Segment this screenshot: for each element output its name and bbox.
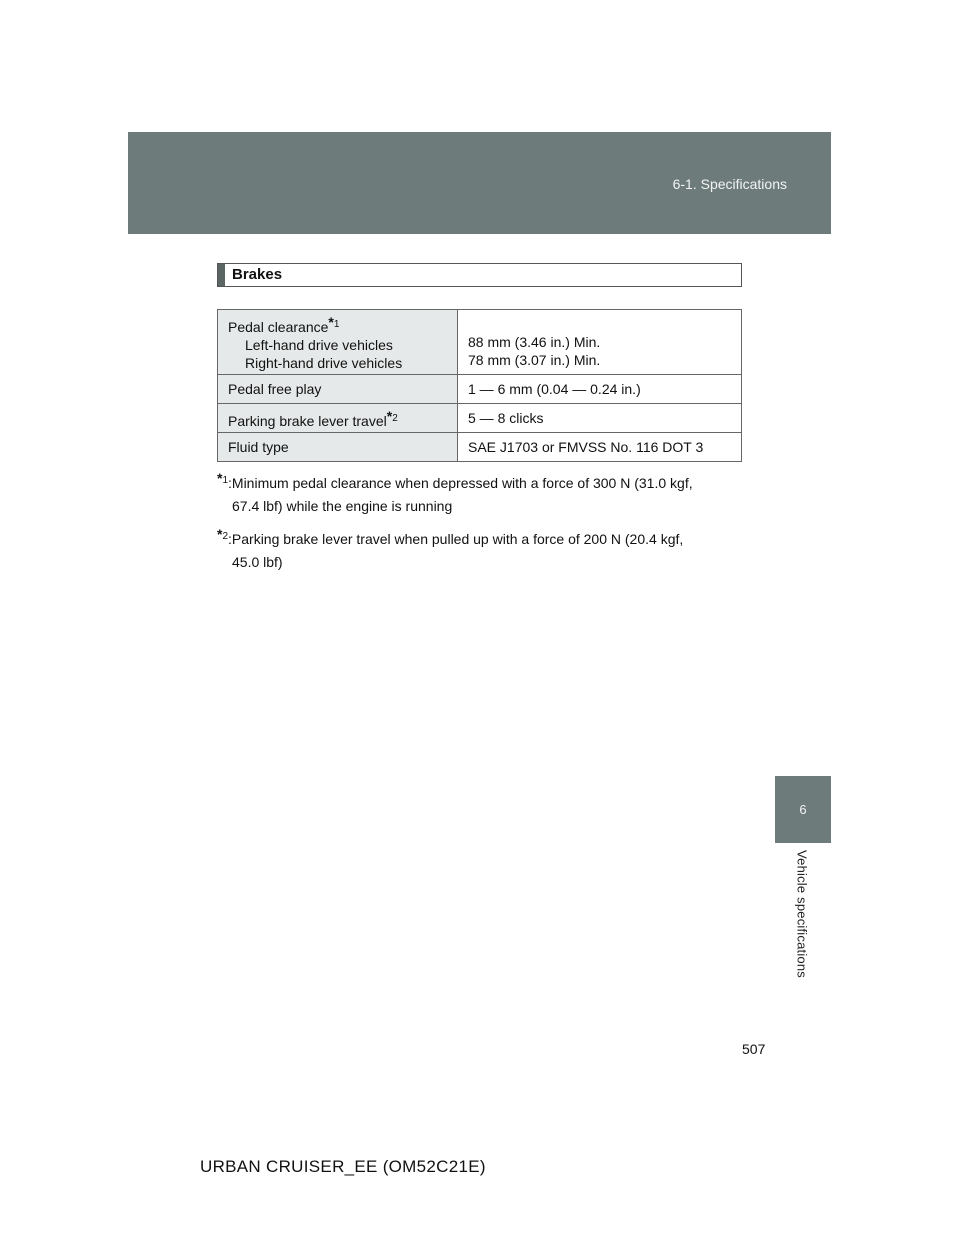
section-title: Brakes xyxy=(232,266,283,283)
sub-label: Right-hand drive vehicles xyxy=(245,354,403,371)
table-row xyxy=(218,310,742,375)
section-heading: 6-1. Specifications xyxy=(672,176,787,192)
footnote-text: 45.0 lbf) xyxy=(232,554,283,570)
chapter-tab xyxy=(775,776,831,843)
table-row xyxy=(218,433,742,462)
sub-label: Left-hand drive vehicles xyxy=(245,336,393,353)
chapter-side-label xyxy=(782,850,822,990)
chapter-number: 6 xyxy=(799,802,807,817)
row-value: 88 mm (3.46 in.) Min. xyxy=(468,334,601,350)
table-cell-label xyxy=(218,404,458,433)
footnote xyxy=(217,523,741,574)
section-title-bar xyxy=(217,263,742,287)
row-label: Pedal free play xyxy=(218,375,458,404)
row-label: Parking brake lever travel xyxy=(228,412,387,429)
footnote xyxy=(217,467,741,518)
row-value: 5 — 8 clicks xyxy=(458,404,742,433)
row-value: 78 mm (3.07 in.) Min. xyxy=(468,352,601,368)
chapter-title: Vehicle specifications xyxy=(794,850,810,978)
footnote-text: :Minimum pedal clearance when depressed with a force of 300 N (31.0 kgf, xyxy=(228,475,693,491)
footnote-marker: *2 xyxy=(217,526,229,542)
chapter-header xyxy=(128,132,831,234)
table-row xyxy=(218,375,742,404)
row-label: Pedal clearance xyxy=(228,318,329,335)
brakes-spec-table xyxy=(217,309,742,462)
section-marker xyxy=(218,264,225,286)
table-cell-label xyxy=(218,310,458,375)
page-number: 507 xyxy=(742,1041,766,1057)
footnote-marker: *1 xyxy=(328,313,340,330)
row-label: Fluid type xyxy=(218,433,458,462)
footnote-marker: *1 xyxy=(217,470,229,486)
table-row xyxy=(218,404,742,433)
row-value: 1 — 6 mm (0.04 — 0.24 in.) xyxy=(458,375,742,404)
footnote-text: 67.4 lbf) while the engine is running xyxy=(232,498,453,514)
footnote-text: :Parking brake lever travel when pulled up with a force of 200 N (20.4 kgf, xyxy=(228,531,684,547)
row-value: SAE J1703 or FMVSS No. 116 DOT 3 xyxy=(458,433,742,462)
footnote-marker: *2 xyxy=(386,407,398,424)
document-id: URBAN CRUISER_EE (OM52C21E) xyxy=(200,1157,486,1176)
table-cell-value xyxy=(458,310,742,375)
